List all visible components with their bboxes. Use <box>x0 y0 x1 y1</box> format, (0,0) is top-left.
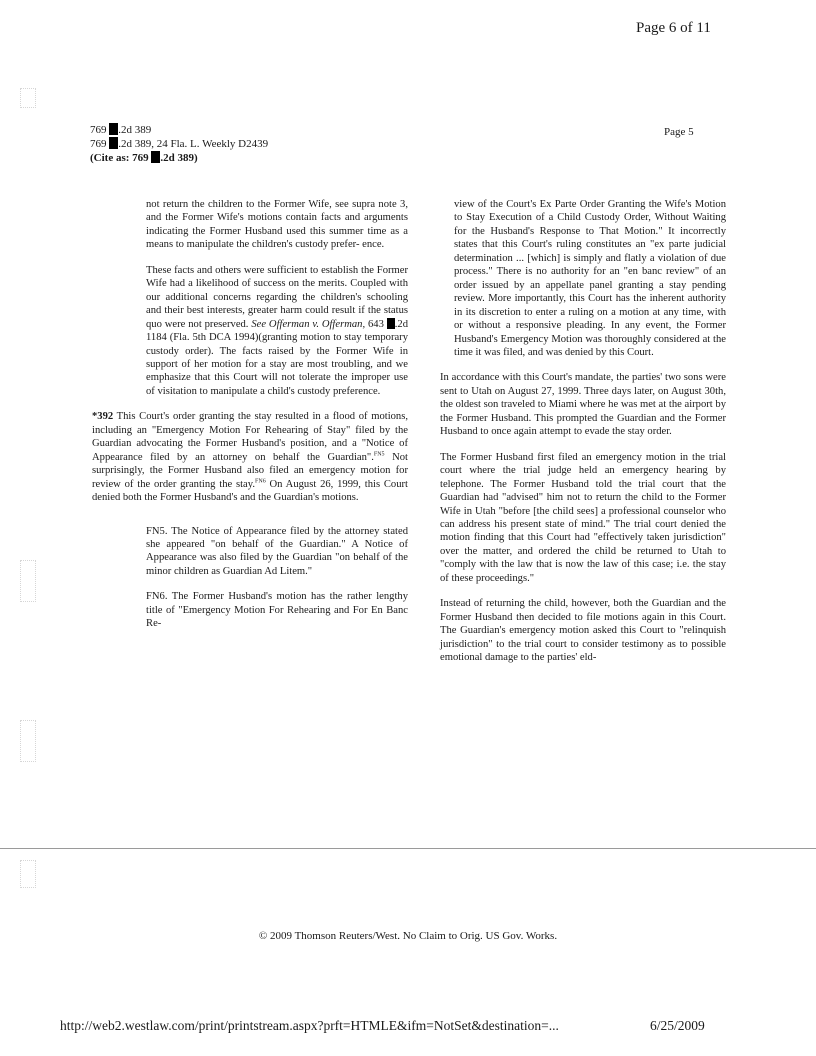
citation-text: (Cite as: 769 <box>90 152 152 164</box>
footnote-ref[interactable]: FN6 <box>255 478 266 485</box>
citation-line <box>90 123 268 137</box>
left-column <box>92 198 408 631</box>
redaction-box <box>387 318 395 329</box>
star-page-marker: *392 <box>92 411 114 423</box>
citation-block <box>90 123 268 165</box>
scan-artifact <box>20 860 36 888</box>
print-date: 6/25/2009 <box>650 1018 705 1033</box>
paragraph-text: .2d 1184 (Fla. 5th DCA 1994)(granting motion to stay temporary custody order). The facts raised by the Former Wife in support of her motion for a stay are most troubling, and we emphasize that this Court will not tolerate the improper use of visitation to manipulate a child's custody preference. <box>146 318 409 397</box>
paragraph <box>92 410 408 504</box>
footnote: FN6. The Former Husband's motion has the rather lengthy title of "Emergency Motion For Rehearing and For En Banc Re- <box>146 591 408 630</box>
paragraph: In accordance with this Court's mandate, the parties' two sons were sent to Utah on August 27, 1999. Three days later, on August 30th, the oldest son traveled to Miami where he was met at the airport by the Former Husband. This prompted the Guardian and the Former Husband to once again attempt to evade the stay order. <box>440 372 726 438</box>
citation-text: .2d 389 <box>118 124 152 136</box>
case-citation: See Offerman v. Offerman, <box>251 318 366 330</box>
right-column <box>440 198 726 665</box>
paragraph: not return the children to the Former Wife, see supra note 3, and the Former Wife's motions contain facts and arguments indicating the Former Husband used this summer time as a means to manipulate the children's custody prefer- ence. <box>146 199 408 251</box>
scan-artifact <box>20 88 36 108</box>
divider <box>0 848 816 849</box>
scan-artifact <box>20 720 36 762</box>
footnote-ref[interactable]: FN5 <box>373 451 385 458</box>
cite-as-line <box>90 151 268 165</box>
paragraph <box>146 264 408 399</box>
page-count: Page 6 of 11 <box>636 20 711 36</box>
footnote-continued: view of the Court's Ex Parte Order Granting the Wife's Motion to Stay Execution of a Child Custody Order, Without Waiting for the Husband's Response to That Motion." It incorrectly states that this Court's ruling constitutes an "ex parte judicial determination ... [which] is simply and flatly a violation of due process." There is no authority for an "en banc review" of an order issued by an appellate panel granting a stay pending review. More importantly, this Court has the inherent authority in its discretion to enter a ruling on a motion at any time, with or without a responsive pleading. In any event, the Former Husband's Emergency Motion was thoroughly considered at the time it was filed, and was denied by this Court. <box>454 199 726 358</box>
footnote: FN5. The Notice of Appearance filed by the attorney stated she appeared "on behalf of the Guardian." A Notice of Appearance was also filed by the Guardian "on behalf of the minor children as Guardian Ad Litem." <box>146 525 408 577</box>
citation-text: 769 <box>90 124 110 136</box>
print-url: http://web2.westlaw.com/print/printstream.aspx?prft=HTMLE&ifm=NotSet&destination=... <box>60 1018 559 1033</box>
page-number: Page 5 <box>664 126 694 138</box>
paragraph-text: On August 26, 1999, this Court denied both the Former Husband's and the Guardian's motions. <box>92 478 408 504</box>
paragraph-text: This Court's order granting the stay resulted in a flood of motions, including an "Emergency Motion For Rehearing of Stay" filed by the Guardian advocating the Former Husband's position, and a "Notice of Appearance filed by an attorney on behalf the Guardian". <box>92 411 408 463</box>
redaction-box <box>109 123 118 135</box>
paragraph: The Former Husband first filed an emergency motion in the trial court where the trial judge held an emergency hearing by telephone. The Former Husband told the trial court that the Guardian had "advised" him not to return the child to the Former Wife in Utah "before [the child sees] a professional counselor who can address his present state of mind." The trial court denied the motion finding that this Court had "effectively taken jurisdiction" over the matter, and ordered the child be returned to Utah to "comply with the law that is now the law of this case; i.e. the stay of these proceedings." <box>440 451 726 584</box>
paragraph-text: These facts and others were sufficient to establish the Former Wife had a likelihood of success on the merits. Coupled with our additional concerns regarding the children's schooling and their best interests, greater harm could result if the status quo were not preserved. <box>146 264 408 330</box>
copyright-footer: © 2009 Thomson Reuters/West. No Claim to Orig. US Gov. Works. <box>258 930 558 942</box>
scan-artifact <box>20 560 36 602</box>
citation-line <box>90 137 268 151</box>
paragraph: Instead of returning the child, however, both the Guardian and the Former Husband then decided to file motions again in this Court. The Guardian's emergency motion asked this Court to "relinquish jurisdiction" to the trial court to consider testimony as to possible emotional damage to the parties' eld- <box>440 598 726 664</box>
citation-text: 769 <box>90 138 110 150</box>
redaction-box <box>109 137 118 149</box>
citation-text: .2d 389, 24 Fla. L. Weekly D2439 <box>118 138 269 150</box>
citation-text: .2d 389) <box>160 152 198 164</box>
paragraph-text: 643 <box>365 318 387 330</box>
paragraph-text: Not surprisingly, the Former Husband also filed an emergency motion for review of the order granting the stay. <box>92 451 408 490</box>
